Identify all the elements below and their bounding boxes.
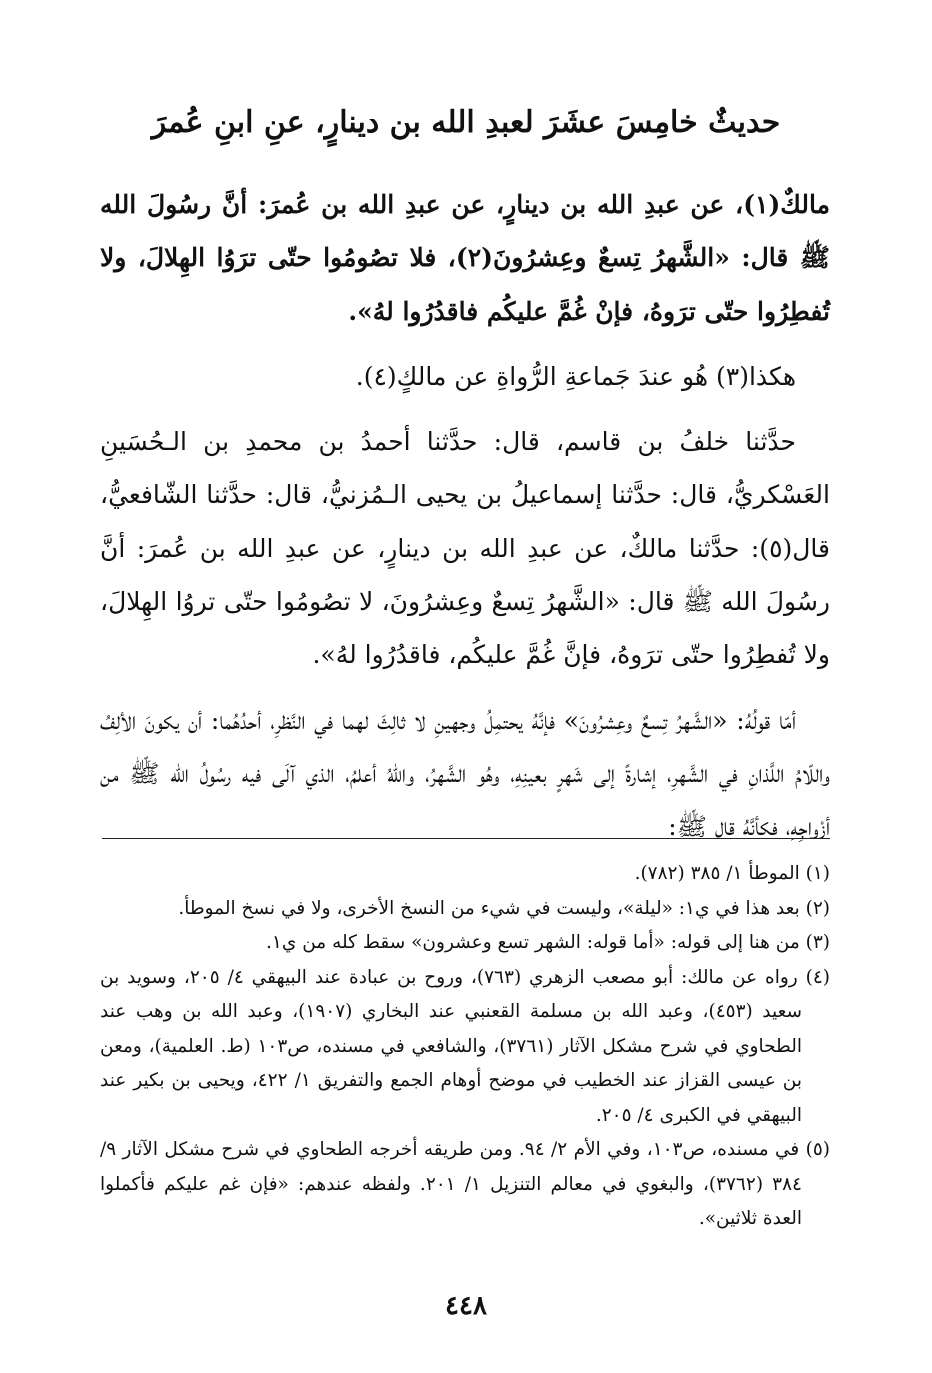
isnad-paragraph: حدَّثنا خلفُ بن قاسم، قال: حدَّثنا أحمدُ بن محمدِ بن الـحُسَينِ العَسْكريُّ، قال: حدَّثنا إسماعيلُ بن يحيى الـمُزنيُّ، قال: حدَّثنا الشّافعيُّ، قال(٥): حدَّثنا مالكٌ، عن عبدِ الله بن دينارٍ، عن عبدِ الله بن عُمرَ: أنَّ رسُولَ الله ﷺ قال: «الشَّهرُ تِسعٌ وعِشرُونَ، لا تصُومُوا حتّى تروُا الهِلالَ، ولا تُفطِرُوا حتّى ترَوهُ، فإنَّ غُمَّ عليكُم، فاقدُرُوا لهُ». — [100, 427, 830, 670]
footnotes — [100, 857, 830, 1237]
footnote-5: (٥) في مسنده، ص١٠٣، وفي الأم ٢/ ٩٤. ومن طريقه أخرجه الطحاوي في شرح مشكل الآثار ٩/ ٣٨٤ (٣٧٦٢)، والبغوي في معالم التنزيل ١/ ٢٠١. ولفظه عندهم: «فإن غم عليكم فأكملوا العدة ثلاثين». — [100, 1139, 831, 1229]
section-heading: حديثٌ خامِسَ عشَرَ لعبدِ الله بن دينارٍ، عنِ ابنِ عُمرَ — [151, 105, 781, 140]
footnote-3: (٣) من هنا إلى قوله: «أما قوله: الشهر تسع وعشرون» سقط كله من ي١. — [266, 932, 830, 953]
commentary-paragraph: هكذا(٣) هُو عندَ جَماعةِ الرُّواةِ عن مالكٍ(٤). — [355, 361, 796, 391]
footnote-separator — [102, 838, 830, 839]
page-number: ٤٤٨ — [445, 1291, 487, 1321]
footnote-2: (٢) بعد هذا في ي١: «ليلة»، وليست في شيء من النسخ الأخرى، ولا في نسخ الموطأ. — [178, 897, 830, 919]
hadith-paragraph: مالكٌ(١)، عن عبدِ الله بن دينارٍ، عن عبدِ الله بن عُمرَ: أنَّ رسُولَ الله ﷺ قال: «الشَّهرُ تِسعٌ وعِشرُونَ(٢)، فلا تصُومُوا حتّى ترَوُا الهِلالَ، ولا تُفطِرُوا حتّى ترَوهُ، فإنْ غُمَّ عليكُم فاقدُرُوا لهُ». — [100, 190, 830, 326]
footnote-1: (١) الموطأ ١/ ٣٨٥ (٧٨٢). — [634, 863, 830, 884]
explanation-paragraph: أمّا قولُهُ: «الشَّهرُ تِسعٌ وعِشرُونَ» فإنَّهُ يحتمِلُ وجهينِ لا ثالِثَ لهما في النَّظرِ، أحدُهُما: أن يكونَ الألِفُ واللّامُ اللَّذانِ في الشَّهرِ، إشارةً إلى شَهرٍ بعينِهِ، وهُو الشَّهرُ، واللهُ أعلمُ، الذي آلَى فيه رسُولُ الله ﷺ من أزْواجِهِ، فكأنَّهُ قال ﷺ: — [100, 705, 830, 842]
footnote-4: (٤) رواه عن مالك: أبو مصعب الزهري (٧٦٣)، وروح بن عبادة عند البيهقي ٤/ ٢٠٥، وسويد بن سعيد (٤٥٣)، وعبد الله بن مسلمة القعنبي عند البخاري (١٩٠٧)، وعبد الله بن وهب عند الطحاوي في شرح مشكل الآثار (٣٧٦١)، والشافعي في مسنده، ص١٠٣ (ط. العلمية)، ومعن بن عيسى القزاز عند الخطيب في موضح أوهام الجمع والتفريق ١/ ٤٢٢، ويحيى بن بكير عند البيهقي في الكبرى ٤/ ٢٠٥. — [100, 966, 830, 1126]
main-text — [100, 178, 830, 866]
